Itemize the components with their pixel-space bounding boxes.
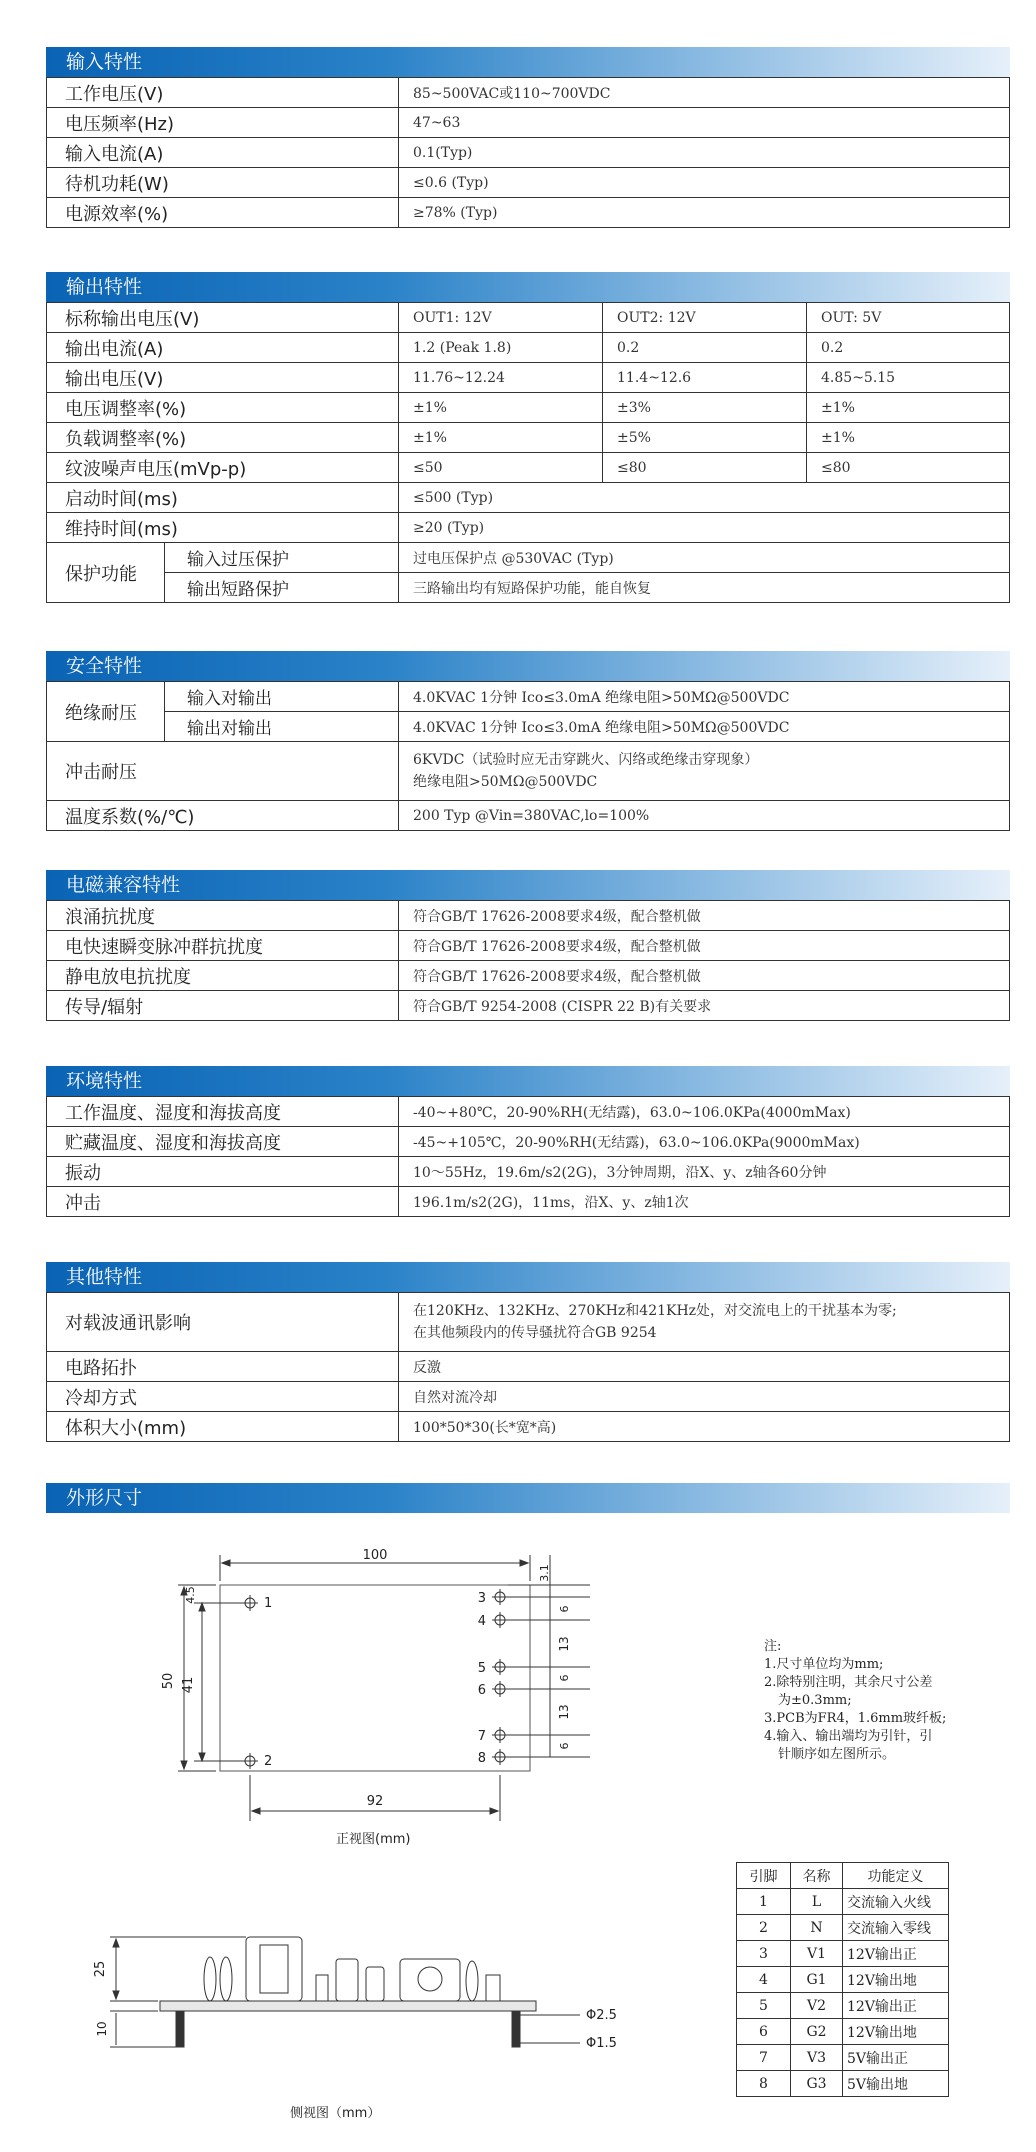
row-value: 符合GB/T 17626-2008要求4级，配合整机做 bbox=[399, 931, 1010, 961]
component bbox=[204, 1957, 216, 2001]
row-label: 维持时间(ms) bbox=[47, 513, 399, 543]
row-label: 电压调整率(%) bbox=[47, 393, 399, 423]
row-label: 电压频率(Hz) bbox=[47, 108, 399, 138]
pin-name: G1 bbox=[791, 1967, 843, 1993]
table-row bbox=[737, 1993, 949, 2019]
row-label: 冲击耐压 bbox=[47, 742, 399, 801]
table-row bbox=[737, 1889, 949, 1915]
out1-value: ±1% bbox=[399, 393, 603, 423]
pin-marker bbox=[242, 1753, 258, 1769]
row-value: 4.0KVAC 1分钟 Ico≤3.0mA 绝缘电阻>50MΩ@500VDC bbox=[399, 682, 1010, 712]
pin-label: 8 bbox=[477, 1751, 486, 1766]
pin-marker bbox=[492, 1589, 508, 1605]
row-value: 符合GB/T 17626-2008要求4级，配合整机做 bbox=[399, 961, 1010, 991]
row-value: 0.1(Typ) bbox=[399, 138, 1010, 168]
out3-value: ±1% bbox=[807, 393, 1010, 423]
out2-value: 0.2 bbox=[603, 333, 807, 363]
pcb-board bbox=[160, 2001, 536, 2011]
inductor bbox=[400, 1959, 460, 2001]
dim-length: 100 bbox=[362, 1548, 388, 1563]
table-row bbox=[47, 1293, 1010, 1352]
row-label: 工作电压(V) bbox=[47, 78, 399, 108]
dim-width: 50 bbox=[161, 1672, 176, 1690]
row-value: 47~63 bbox=[399, 108, 1010, 138]
sub-label: 输出对输出 bbox=[165, 712, 399, 742]
pin-function: 12V输出地 bbox=[843, 1967, 949, 1993]
out2-value: ±5% bbox=[603, 423, 807, 453]
table-row bbox=[47, 1382, 1010, 1412]
note-line: 4.输入、输出端均为引针，引 bbox=[764, 1729, 933, 1744]
dim-pitch: 6 bbox=[558, 1605, 571, 1613]
row-label: 标称输出电压(V) bbox=[47, 303, 399, 333]
pin-function: 12V输出正 bbox=[843, 1941, 949, 1967]
pin-definition-table bbox=[736, 1862, 949, 2097]
dim-pin-length: 10 bbox=[95, 2021, 109, 2037]
dim-pitch: 6 bbox=[558, 1742, 571, 1750]
pin-marker bbox=[492, 1681, 508, 1697]
out1-value: 11.76~12.24 bbox=[399, 363, 603, 393]
table-row bbox=[47, 991, 1010, 1021]
table-row bbox=[47, 901, 1010, 931]
inductor-core bbox=[418, 1967, 442, 1991]
out3-value: 4.85~5.15 bbox=[807, 363, 1010, 393]
pin-left bbox=[176, 2011, 184, 2047]
pin-name: V2 bbox=[791, 1993, 843, 2019]
component bbox=[466, 1961, 478, 2001]
row-label: 启动时间(ms) bbox=[47, 483, 399, 513]
row-value: -45~+105℃，20-90%RH(无结露)，63.0~106.0KPa(9000mMax) bbox=[399, 1127, 1010, 1157]
env-section-title: 环境特性 bbox=[46, 1066, 1010, 1096]
pin-name: G3 bbox=[791, 2071, 843, 2097]
row-value: ≤500 (Typ) bbox=[399, 483, 1010, 513]
table-row bbox=[47, 78, 1010, 108]
row-label: 体积大小(mm) bbox=[47, 1412, 399, 1442]
table-row bbox=[47, 712, 1010, 742]
note-line: 3.PCB为FR4，1.6mm玻纤板; bbox=[764, 1711, 947, 1726]
pin-marker bbox=[492, 1612, 508, 1628]
pin-function: 交流输入火线 bbox=[843, 1889, 949, 1915]
out1-value: OUT1: 12V bbox=[399, 303, 603, 333]
table-row bbox=[737, 2045, 949, 2071]
note-line: 1.尺寸单位均为mm; bbox=[764, 1657, 884, 1672]
row-label: 电源效率(%) bbox=[47, 198, 399, 228]
component bbox=[220, 1957, 232, 2001]
row-value: ≤0.6 (Typ) bbox=[399, 168, 1010, 198]
output-section-title: 输出特性 bbox=[46, 272, 1010, 302]
table-row bbox=[47, 742, 1010, 801]
out3-value: ±1% bbox=[807, 423, 1010, 453]
row-label: 冷却方式 bbox=[47, 1382, 399, 1412]
dim-top-offset: 3.1 bbox=[538, 1564, 551, 1582]
table-row bbox=[47, 801, 1010, 831]
dim-pin-diameter: Φ1.5 bbox=[586, 2036, 617, 2051]
table-row bbox=[47, 198, 1010, 228]
output-spec-table bbox=[46, 302, 1010, 603]
carrier-line: 在其他频段内的传导骚扰符合GB 9254 bbox=[413, 1325, 657, 1341]
out1-value: ±1% bbox=[399, 423, 603, 453]
note-line: 2.除特别注明，其余尺寸公差 bbox=[764, 1675, 933, 1690]
row-value: 4.0KVAC 1分钟 Ico≤3.0mA 绝缘电阻>50MΩ@500VDC bbox=[399, 712, 1010, 742]
pin-name: L bbox=[791, 1889, 843, 1915]
row-value: 100*50*30(长*宽*高) bbox=[399, 1412, 1010, 1442]
row-label: 温度系数(%/℃) bbox=[47, 801, 399, 831]
safety-section-title: 安全特性 bbox=[46, 651, 1010, 681]
table-row bbox=[47, 1187, 1010, 1217]
pin-name: N bbox=[791, 1915, 843, 1941]
row-label: 贮藏温度、湿度和海拔高度 bbox=[47, 1127, 399, 1157]
row-label: 输出电压(V) bbox=[47, 363, 399, 393]
dim-offset: 4.5 bbox=[184, 1586, 197, 1604]
sub-label: 输入对输出 bbox=[165, 682, 399, 712]
table-row bbox=[47, 138, 1010, 168]
table-row bbox=[47, 1412, 1010, 1442]
pin-number: 4 bbox=[737, 1967, 791, 1993]
table-row bbox=[47, 1157, 1010, 1187]
pin-label: 4 bbox=[477, 1614, 486, 1629]
capacitor bbox=[366, 1967, 384, 2001]
table-row bbox=[47, 303, 1010, 333]
row-value: 三路输出均有短路保护功能，能自恢复 bbox=[399, 573, 1010, 603]
table-row bbox=[737, 1941, 949, 1967]
table-row bbox=[737, 2019, 949, 2045]
row-label: 工作温度、湿度和海拔高度 bbox=[47, 1097, 399, 1127]
table-row bbox=[47, 931, 1010, 961]
row-label: 电路拓扑 bbox=[47, 1352, 399, 1382]
pin-marker bbox=[492, 1749, 508, 1765]
dim-pin-pitch: 41 bbox=[181, 1676, 196, 1694]
surge-line: 绝缘电阻>50MΩ@500VDC bbox=[413, 774, 598, 790]
pin-function: 交流输入零线 bbox=[843, 1915, 949, 1941]
row-value: 自然对流冷却 bbox=[399, 1382, 1010, 1412]
header-cell: 引脚 bbox=[737, 1863, 791, 1889]
note-line: 注: bbox=[764, 1639, 782, 1654]
pin-label: 1 bbox=[264, 1596, 273, 1611]
out2-value: ≤80 bbox=[603, 453, 807, 483]
pin-name: V1 bbox=[791, 1941, 843, 1967]
table-row bbox=[47, 682, 1010, 712]
row-value: ≥20 (Typ) bbox=[399, 513, 1010, 543]
pin-label: 3 bbox=[477, 1591, 486, 1606]
table-row bbox=[737, 1915, 949, 1941]
row-label: 传导/辐射 bbox=[47, 991, 399, 1021]
table-row bbox=[47, 573, 1010, 603]
out3-value: OUT: 5V bbox=[807, 303, 1010, 333]
dimensions-section-title: 外形尺寸 bbox=[46, 1483, 1010, 1513]
table-row bbox=[47, 108, 1010, 138]
out2-value: OUT2: 12V bbox=[603, 303, 807, 333]
table-row bbox=[47, 168, 1010, 198]
table-row bbox=[47, 333, 1010, 363]
row-label: 待机功耗(W) bbox=[47, 168, 399, 198]
row-label: 振动 bbox=[47, 1157, 399, 1187]
input-section-title: 输入特性 bbox=[46, 47, 1010, 77]
header-cell: 名称 bbox=[791, 1863, 843, 1889]
transformer-core bbox=[260, 1945, 288, 1993]
row-label: 电快速瞬变脉冲群抗扰度 bbox=[47, 931, 399, 961]
row-value: ≥78% (Typ) bbox=[399, 198, 1010, 228]
row-value: 符合GB/T 9254-2008 (CISPR 22 B)有关要求 bbox=[399, 991, 1010, 1021]
pin-marker bbox=[492, 1727, 508, 1743]
table-row bbox=[47, 1127, 1010, 1157]
surge-line: 6KVDC（试验时应无击穿跳火、闪络或绝缘击穿现象） bbox=[413, 752, 759, 768]
row-label: 输出电流(A) bbox=[47, 333, 399, 363]
pin-function: 5V输出正 bbox=[843, 2045, 949, 2071]
row-value: 10～55Hz，19.6m/s2(2G)，3分钟周期，沿X、y、z轴各60分钟 bbox=[399, 1157, 1010, 1187]
table-row bbox=[47, 423, 1010, 453]
dim-gap: 13 bbox=[557, 1704, 571, 1720]
capacitor bbox=[336, 1959, 358, 2001]
pin-function: 5V输出地 bbox=[843, 2071, 949, 2097]
out1-value: 1.2 (Peak 1.8) bbox=[399, 333, 603, 363]
row-value: -40~+80℃，20-90%RH(无结露)，63.0~106.0KPa(4000mMax) bbox=[399, 1097, 1010, 1127]
row-label: 静电放电抗扰度 bbox=[47, 961, 399, 991]
row-label: 对载波通讯影响 bbox=[47, 1293, 399, 1352]
front-view-drawing bbox=[150, 1545, 610, 1809]
dim-pin-diameter: Φ2.5 bbox=[586, 2008, 617, 2023]
pin-number: 6 bbox=[737, 2019, 791, 2045]
front-view-caption: 正视图(mm) bbox=[336, 1832, 411, 1847]
table-row bbox=[47, 961, 1010, 991]
pin-label: 2 bbox=[264, 1754, 273, 1769]
pin-function: 12V输出地 bbox=[843, 2019, 949, 2045]
dimension-notes bbox=[764, 1638, 1004, 1764]
pin-number: 1 bbox=[737, 1889, 791, 1915]
table-row bbox=[737, 2071, 949, 2097]
table-row bbox=[47, 1352, 1010, 1382]
out3-value: ≤80 bbox=[807, 453, 1010, 483]
note-line: 针顺序如左图所示。 bbox=[778, 1747, 896, 1762]
carrier-line: 在120KHz、132KHz、270KHz和421KHz处，对交流电上的干扰基本为零; bbox=[413, 1303, 897, 1319]
row-value: 200 Typ @Vin=380VAC,lo=100% bbox=[399, 801, 1010, 831]
sub-label: 输入过压保护 bbox=[165, 543, 399, 573]
pin-marker bbox=[242, 1595, 258, 1611]
dim-pin-span: 92 bbox=[366, 1794, 384, 1809]
dim-height: 25 bbox=[93, 1960, 108, 1978]
pin-label: 7 bbox=[477, 1729, 486, 1744]
row-label: 纹波噪声电压(mVp-p) bbox=[47, 453, 399, 483]
emc-section-title: 电磁兼容特性 bbox=[46, 870, 1010, 900]
sub-label: 输出短路保护 bbox=[165, 573, 399, 603]
row-value: 符合GB/T 17626-2008要求4级，配合整机做 bbox=[399, 901, 1010, 931]
side-view-drawing bbox=[93, 1915, 670, 2085]
table-row bbox=[47, 453, 1010, 483]
table-header-row bbox=[737, 1863, 949, 1889]
row-label: 冲击 bbox=[47, 1187, 399, 1217]
row-label: 浪涌抗扰度 bbox=[47, 901, 399, 931]
protect-label: 保护功能 bbox=[47, 543, 165, 603]
row-value: 196.1m/s2(2G)，11ms，沿X、y、z轴1次 bbox=[399, 1187, 1010, 1217]
table-row bbox=[47, 513, 1010, 543]
row-label: 负载调整率(%) bbox=[47, 423, 399, 453]
transformer bbox=[246, 1937, 302, 2001]
component bbox=[316, 1975, 328, 2001]
other-spec-table bbox=[46, 1292, 1010, 1442]
dim-gap: 13 bbox=[557, 1636, 571, 1652]
dim-pitch: 6 bbox=[558, 1674, 571, 1682]
table-row bbox=[47, 393, 1010, 423]
pin-right bbox=[512, 2011, 520, 2047]
row-label: 输入电流(A) bbox=[47, 138, 399, 168]
insulation-label: 绝缘耐压 bbox=[47, 682, 165, 742]
pin-function: 12V输出正 bbox=[843, 1993, 949, 2019]
emc-spec-table bbox=[46, 900, 1010, 1021]
table-row bbox=[47, 483, 1010, 513]
table-row bbox=[47, 543, 1010, 573]
env-spec-table bbox=[46, 1096, 1010, 1217]
out2-value: ±3% bbox=[603, 393, 807, 423]
side-view-caption: 侧视图（mm） bbox=[290, 2106, 381, 2121]
row-value: 85~500VAC或110~700VDC bbox=[399, 78, 1010, 108]
out2-value: 11.4~12.6 bbox=[603, 363, 807, 393]
table-row bbox=[47, 363, 1010, 393]
table-row bbox=[47, 1097, 1010, 1127]
pin-name: G2 bbox=[791, 2019, 843, 2045]
pin-number: 7 bbox=[737, 2045, 791, 2071]
other-section-title: 其他特性 bbox=[46, 1262, 1010, 1292]
safety-spec-table bbox=[46, 681, 1010, 831]
pin-label: 6 bbox=[477, 1683, 486, 1698]
pin-label: 5 bbox=[477, 1661, 486, 1676]
pin-number: 5 bbox=[737, 1993, 791, 2019]
pin-number: 3 bbox=[737, 1941, 791, 1967]
pin-number: 2 bbox=[737, 1915, 791, 1941]
component bbox=[486, 1975, 500, 2001]
pin-name: V3 bbox=[791, 2045, 843, 2071]
pin-marker bbox=[492, 1659, 508, 1675]
input-spec-table bbox=[46, 77, 1010, 228]
note-line: 为±0.3mm; bbox=[778, 1693, 852, 1708]
row-value: 反激 bbox=[399, 1352, 1010, 1382]
out1-value: ≤50 bbox=[399, 453, 603, 483]
pin-number: 8 bbox=[737, 2071, 791, 2097]
header-cell: 功能定义 bbox=[843, 1863, 949, 1889]
out3-value: 0.2 bbox=[807, 333, 1010, 363]
table-row bbox=[737, 1967, 949, 1993]
row-value: 过电压保护点 @530VAC (Typ) bbox=[399, 543, 1010, 573]
